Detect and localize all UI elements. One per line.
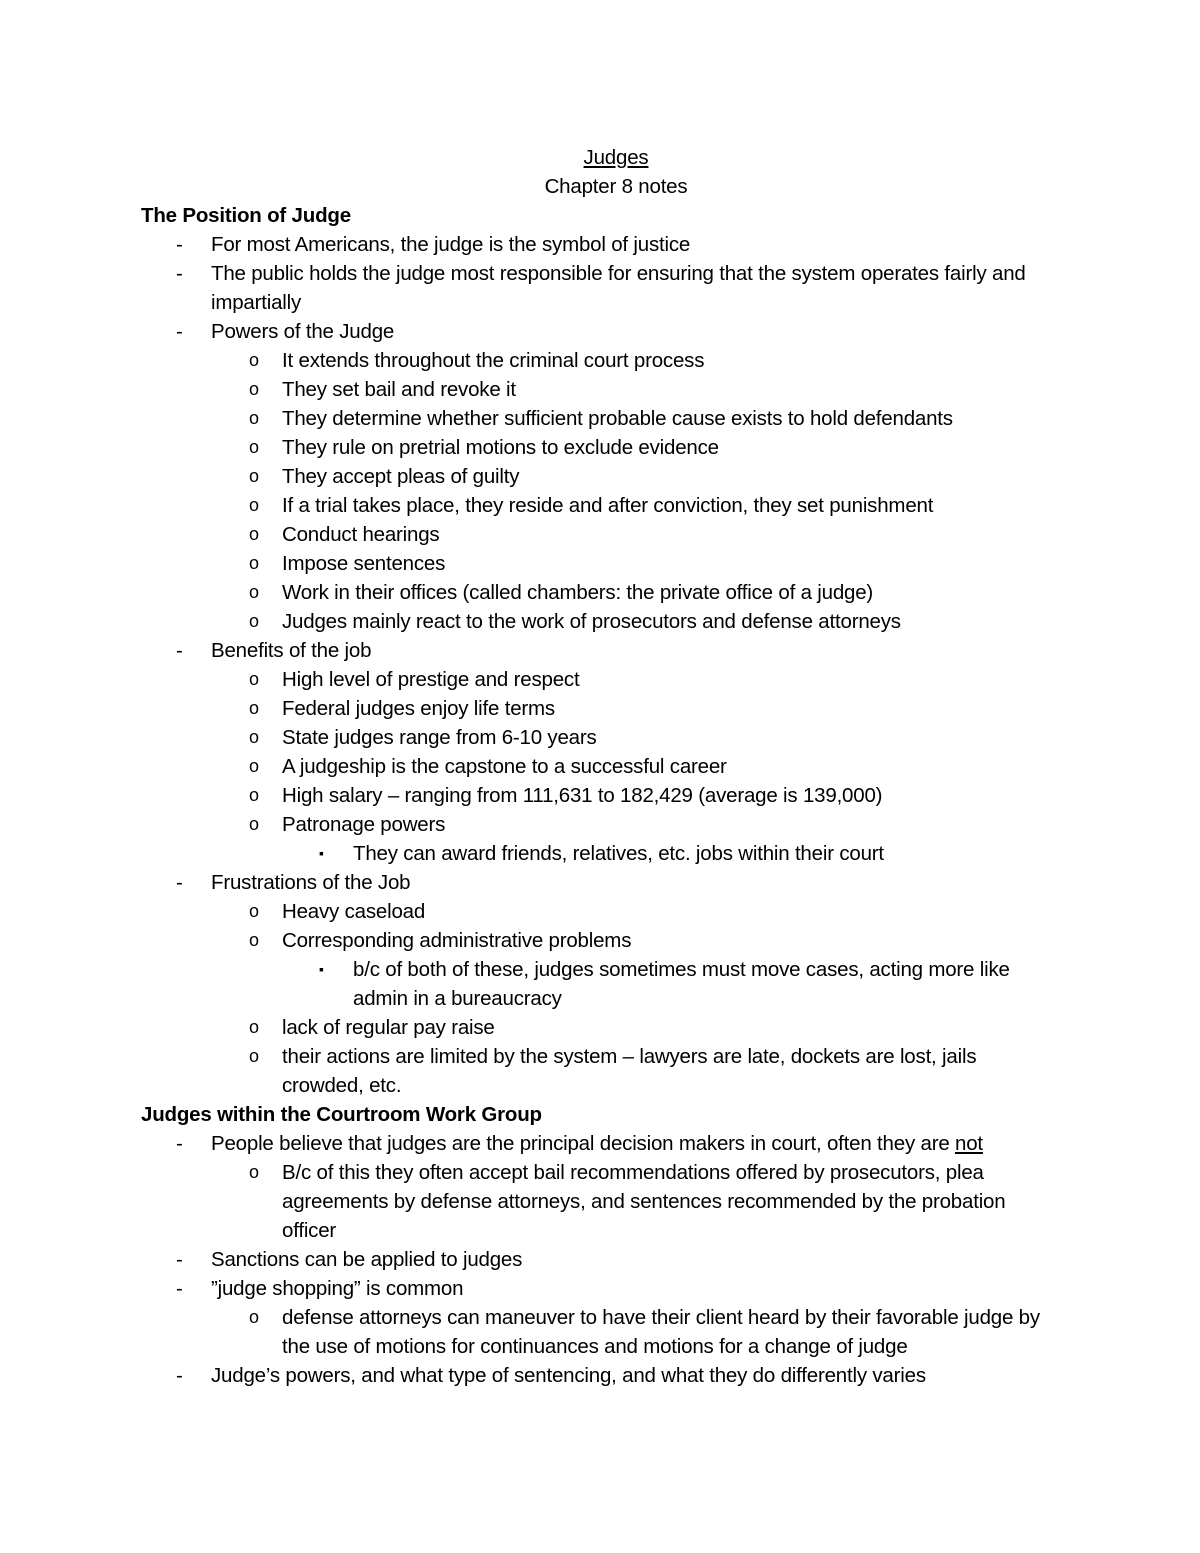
circle-marker: o <box>249 466 259 486</box>
list-item-text: Federal judges enjoy life terms <box>282 697 555 720</box>
dash-marker: - <box>176 639 183 662</box>
list-item-text: The public holds the judge most responsible for ensuring that the system operates fairly and impartially <box>211 262 1026 314</box>
list-item <box>141 1129 1061 1245</box>
circle-marker: o <box>249 379 259 399</box>
frustrations-list <box>211 897 1061 1100</box>
list-item <box>211 1158 1061 1245</box>
list-item <box>211 1013 1061 1042</box>
list-item-text: b/c of both of these, judges sometimes must move cases, acting more like admin in a bureaucracy <box>353 958 1010 1010</box>
list-item-text: Judges mainly react to the work of prosecutors and defense attorneys <box>282 610 901 633</box>
list-item-text: High salary – ranging from 111,631 to 182,429 (average is 139,000) <box>282 784 883 807</box>
circle-marker: o <box>249 698 259 718</box>
dash-marker: - <box>176 1248 183 1271</box>
dash-marker: - <box>176 320 183 343</box>
list-item-text: If a trial takes place, they reside and after conviction, they set punishment <box>282 494 934 517</box>
circle-marker: o <box>249 611 259 631</box>
list-item-text: They set bail and revoke it <box>282 378 516 401</box>
circle-marker: o <box>249 350 259 370</box>
list-item <box>141 1245 1061 1274</box>
powers-list <box>211 346 1061 636</box>
list-item-text: B/c of this they often accept bail recommendations offered by prosecutors, plea agreements by defense attorneys, and sentences recommended by the probation officer <box>282 1161 1006 1242</box>
list-item-text: Powers of the Judge <box>211 320 395 343</box>
circle-marker: o <box>249 901 259 921</box>
list-item-text: Patronage powers <box>282 813 446 836</box>
circle-marker: o <box>249 930 259 950</box>
section-workgroup-list <box>141 1129 1061 1390</box>
section-heading-workgroup: Judges within the Courtroom Work Group <box>141 1103 542 1126</box>
list-item <box>211 723 1061 752</box>
circle-marker: o <box>249 408 259 428</box>
circle-marker: o <box>249 814 259 834</box>
list-item <box>211 926 1061 1013</box>
list-item <box>211 578 1061 607</box>
list-item-text: They determine whether sufficient probable cause exists to hold defendants <box>282 407 953 430</box>
list-item-text: Conduct hearings <box>282 523 440 546</box>
dash-marker: - <box>176 262 183 285</box>
list-item-text: Benefits of the job <box>211 639 372 662</box>
dash-marker: - <box>176 1277 183 1300</box>
document-subtitle: Chapter 8 notes <box>544 175 688 198</box>
list-item-text: They can award friends, relatives, etc. jobs within their court <box>353 842 884 865</box>
circle-marker: o <box>249 1162 259 1182</box>
circle-marker: o <box>249 524 259 544</box>
list-item <box>211 346 1061 375</box>
circle-marker: o <box>249 785 259 805</box>
list-item-text: For most Americans, the judge is the symbol of justice <box>211 233 691 256</box>
list-item <box>211 433 1061 462</box>
list-item-text: They accept pleas of guilty <box>282 465 520 488</box>
list-item-text: Heavy caseload <box>282 900 426 923</box>
list-item <box>211 462 1061 491</box>
list-item <box>141 868 1061 1100</box>
list-item <box>141 317 1061 636</box>
list-item <box>211 607 1061 636</box>
circle-marker: o <box>249 582 259 602</box>
admin-sublist <box>282 955 1061 1013</box>
dash-marker: - <box>176 1364 183 1387</box>
circle-marker: o <box>249 495 259 515</box>
underlined-not: not <box>955 1132 983 1155</box>
section-position-list <box>141 230 1061 1100</box>
list-item <box>211 810 1061 868</box>
list-item <box>211 665 1061 694</box>
circle-marker: o <box>249 1046 259 1066</box>
list-item <box>141 1361 1061 1390</box>
document-content <box>141 143 1061 1390</box>
judge-shopping-sublist <box>211 1303 1061 1361</box>
dash-marker: - <box>176 233 183 256</box>
list-item <box>211 375 1061 404</box>
list-item-text: Corresponding administrative problems <box>282 929 632 952</box>
list-item <box>211 1303 1061 1361</box>
list-item <box>211 694 1061 723</box>
list-item <box>141 230 1061 259</box>
title-text: Judges <box>583 146 649 169</box>
square-marker: ▪ <box>319 845 324 861</box>
list-item <box>211 897 1061 926</box>
circle-marker: o <box>249 756 259 776</box>
list-item-text: They rule on pretrial motions to exclude evidence <box>282 436 719 459</box>
circle-marker: o <box>249 669 259 689</box>
list-item-text: lack of regular pay raise <box>282 1016 495 1039</box>
list-item <box>141 259 1061 317</box>
list-item-text: Sanctions can be applied to judges <box>211 1248 523 1271</box>
list-item-text: Judge’s powers, and what type of sentencing, and what they do differently varies <box>211 1364 926 1387</box>
list-item <box>211 404 1061 433</box>
list-item-text: their actions are limited by the system – lawyers are late, dockets are lost, jails crowded, etc. <box>282 1045 977 1097</box>
decision-sublist <box>211 1158 1061 1245</box>
list-item <box>211 752 1061 781</box>
circle-marker: o <box>249 553 259 573</box>
patronage-sublist <box>282 839 1061 868</box>
list-item-text: People believe that judges are the principal decision makers in court, often they are <box>211 1132 956 1155</box>
circle-marker: o <box>249 727 259 747</box>
list-item-text: Work in their offices (called chambers: the private office of a judge) <box>282 581 874 604</box>
dash-marker: - <box>176 871 183 894</box>
list-item-text: defense attorneys can maneuver to have their client heard by their favorable judge by the use of motions for continuances and motions for a change of judge <box>282 1306 1040 1358</box>
list-item-text: State judges range from 6-10 years <box>282 726 597 749</box>
list-item-text: ”judge shopping” is common <box>211 1277 464 1300</box>
list-item <box>211 781 1061 810</box>
dash-marker: - <box>176 1132 183 1155</box>
document-title <box>156 143 1076 172</box>
circle-marker: o <box>249 1017 259 1037</box>
square-marker: ▪ <box>319 961 324 977</box>
list-item <box>282 955 1061 1013</box>
list-item <box>282 839 1061 868</box>
list-item <box>211 1042 1061 1100</box>
circle-marker: o <box>249 437 259 457</box>
list-item <box>211 520 1061 549</box>
circle-marker: o <box>249 1307 259 1327</box>
list-item <box>141 636 1061 868</box>
list-item-text: It extends throughout the criminal court process <box>282 349 705 372</box>
list-item <box>211 549 1061 578</box>
list-item <box>211 491 1061 520</box>
list-item-text: Impose sentences <box>282 552 446 575</box>
section-heading-position: The Position of Judge <box>141 204 351 227</box>
list-item <box>141 1274 1061 1361</box>
benefits-list <box>211 665 1061 868</box>
list-item-text: Frustrations of the Job <box>211 871 411 894</box>
list-item-text: High level of prestige and respect <box>282 668 580 691</box>
list-item-text: A judgeship is the capstone to a successful career <box>282 755 727 778</box>
